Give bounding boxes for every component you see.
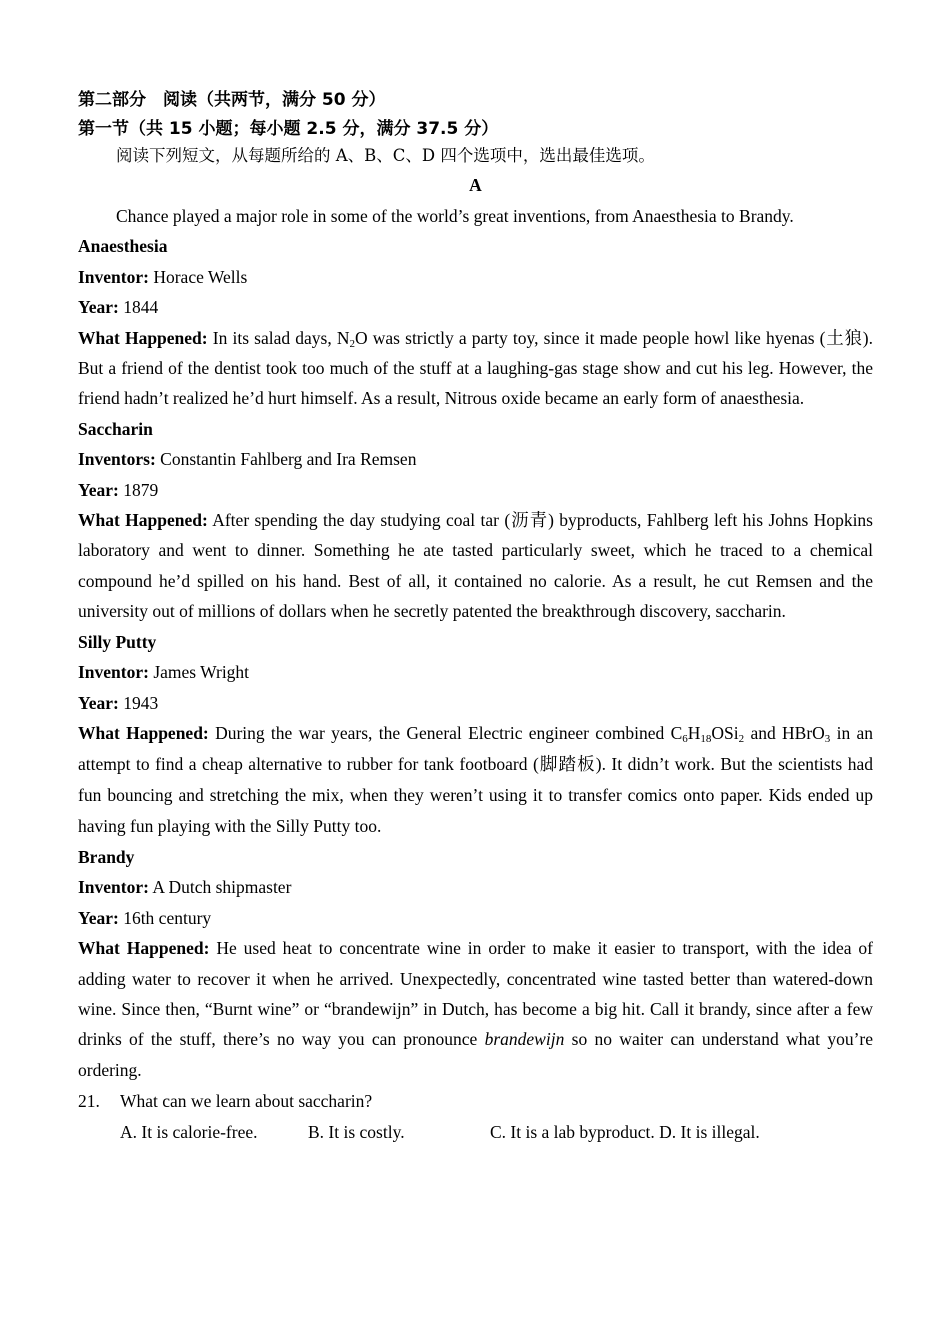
year-value: 1943 <box>123 692 159 713</box>
entry-what-brandy <box>78 933 873 1085</box>
what-text-part: In its salad days, N <box>212 327 350 348</box>
what-label: What Happened: <box>78 722 209 743</box>
option-b[interactable]: B. It is costly. <box>308 1121 405 1142</box>
year-label: Year: <box>78 907 119 928</box>
entry-inventor-anaesthesia <box>78 262 873 292</box>
entry-inventor-brandy <box>78 872 873 902</box>
what-text-part: in an attempt to find a cheap alternative to rubber for tank footboard (脚踏板). It didn’t work. But the scientists had fun bouncing and stretching the mix, when they weren’t using it to transfer comics onto paper. Kids ended up having fun playing with the Silly Putty too. <box>78 722 874 836</box>
subscript: 2 <box>738 732 745 745</box>
what-label: What Happened: <box>78 938 210 959</box>
question-number: 21. <box>78 1091 100 1112</box>
exam-page <box>78 84 873 1147</box>
formula-part: H <box>687 722 701 743</box>
what-text-part: He used heat to concentrate wine in order to make it easier to transport, with the idea of adding water to recover it when he arrived. Unexpectedly, concentrated wine tasted better than watered-down wine. Since then, “Burnt wine” or “brandewijn” in Dutch, has become a big hit. Call it brandy, since after a few drinks of the stuff, there’s no way you can pronounce <box>78 938 874 1050</box>
entry-inventor-silly-putty <box>78 657 873 687</box>
entry-title-silly-putty: Silly Putty <box>78 631 157 652</box>
what-text: After spending the day studying coal tar (沥青) byproducts, Fahlberg left his Johns Hopkins laboratory and went to dinner. Something he ate tasted particularly sweet, which he traced to a chemical compound he’d spilled on his hand. Best of all, it contained no calorie. As a result, he cut Remsen and the university out of millions of dollars when he secretly patented the breakthrough discovery, saccharin. <box>78 510 873 622</box>
inventor-label: Inventor: <box>78 662 149 683</box>
formula-part: OSi <box>711 722 739 743</box>
passage-letter: A <box>469 175 482 195</box>
part-title: 第二部分 阅读（共两节，满分 50 分） <box>78 90 386 110</box>
question-text: What can we learn about saccharin? <box>120 1091 373 1112</box>
inventor-label: Inventor: <box>78 266 149 287</box>
what-text-part: O was strictly a party toy, since it made people howl like hyenas (土狼). But a friend of the dentist took too much of the stuff at a laughing-gas stage show and cut his leg. However, the friend hadn’t realized he’d hurt himself. As a result, Nitrous oxide became an early form of anaesthesia. <box>78 327 874 409</box>
inventor-value: Constantin Fahlberg and Ira Remsen <box>160 449 417 470</box>
year-label: Year: <box>78 479 119 500</box>
inventor-value: Horace Wells <box>153 266 248 287</box>
entry-what-silly-putty <box>78 718 873 842</box>
entry-what-saccharin <box>78 505 873 627</box>
entry-title-saccharin: Saccharin <box>78 418 153 439</box>
option-c[interactable]: C. It is a lab byproduct. <box>490 1121 655 1142</box>
inventor-value: A Dutch shipmaster <box>152 877 292 898</box>
subscript: 3 <box>824 732 831 745</box>
passage-intro: Chance played a major role in some of the world’s great inventions, from Anaesthesia to Brandy. <box>116 206 794 226</box>
subscript: 2 <box>349 337 355 350</box>
entry-title-brandy: Brandy <box>78 846 135 867</box>
option-d[interactable]: D. It is illegal. <box>659 1121 760 1142</box>
formula-part: and HBrO <box>744 722 825 743</box>
inventor-label: Inventor: <box>78 877 149 898</box>
inventors-label: Inventors: <box>78 449 156 470</box>
what-label: What Happened: <box>78 327 208 348</box>
instruction: 阅读下列短文，从每题所给的 A、B、C、D 四个选项中，选出最佳选项。 <box>116 146 655 165</box>
subsection-title: 第一节（共 15 小题；每小题 2.5 分，满分 37.5 分） <box>78 119 499 139</box>
entry-year-saccharin <box>78 475 873 505</box>
question-21 <box>78 1086 873 1116</box>
what-label: What Happened: <box>78 510 208 531</box>
year-label: Year: <box>78 692 119 713</box>
entry-year-silly-putty <box>78 688 873 718</box>
what-text-part: During the war years, the General Electric engineer combined C <box>215 722 683 743</box>
subscript: 18 <box>700 732 712 745</box>
entry-title-anaesthesia: Anaesthesia <box>78 236 168 257</box>
year-value: 1879 <box>123 479 159 500</box>
year-value: 1844 <box>123 297 159 318</box>
inventor-value: James Wright <box>153 662 250 683</box>
question-options <box>78 1117 873 1147</box>
entry-year-anaesthesia <box>78 292 873 322</box>
what-text-part: so no waiter can understand what you’re ordering. <box>78 1029 874 1080</box>
entry-year-brandy <box>78 903 873 933</box>
year-value: 16th century <box>123 907 212 928</box>
subscript: 6 <box>682 732 688 745</box>
option-a[interactable]: A. It is calorie-free. <box>120 1121 258 1142</box>
entry-inventor-saccharin <box>78 444 873 474</box>
year-label: Year: <box>78 297 119 318</box>
entry-what-anaesthesia <box>78 323 873 414</box>
italic-word: brandewijn <box>484 1029 565 1050</box>
